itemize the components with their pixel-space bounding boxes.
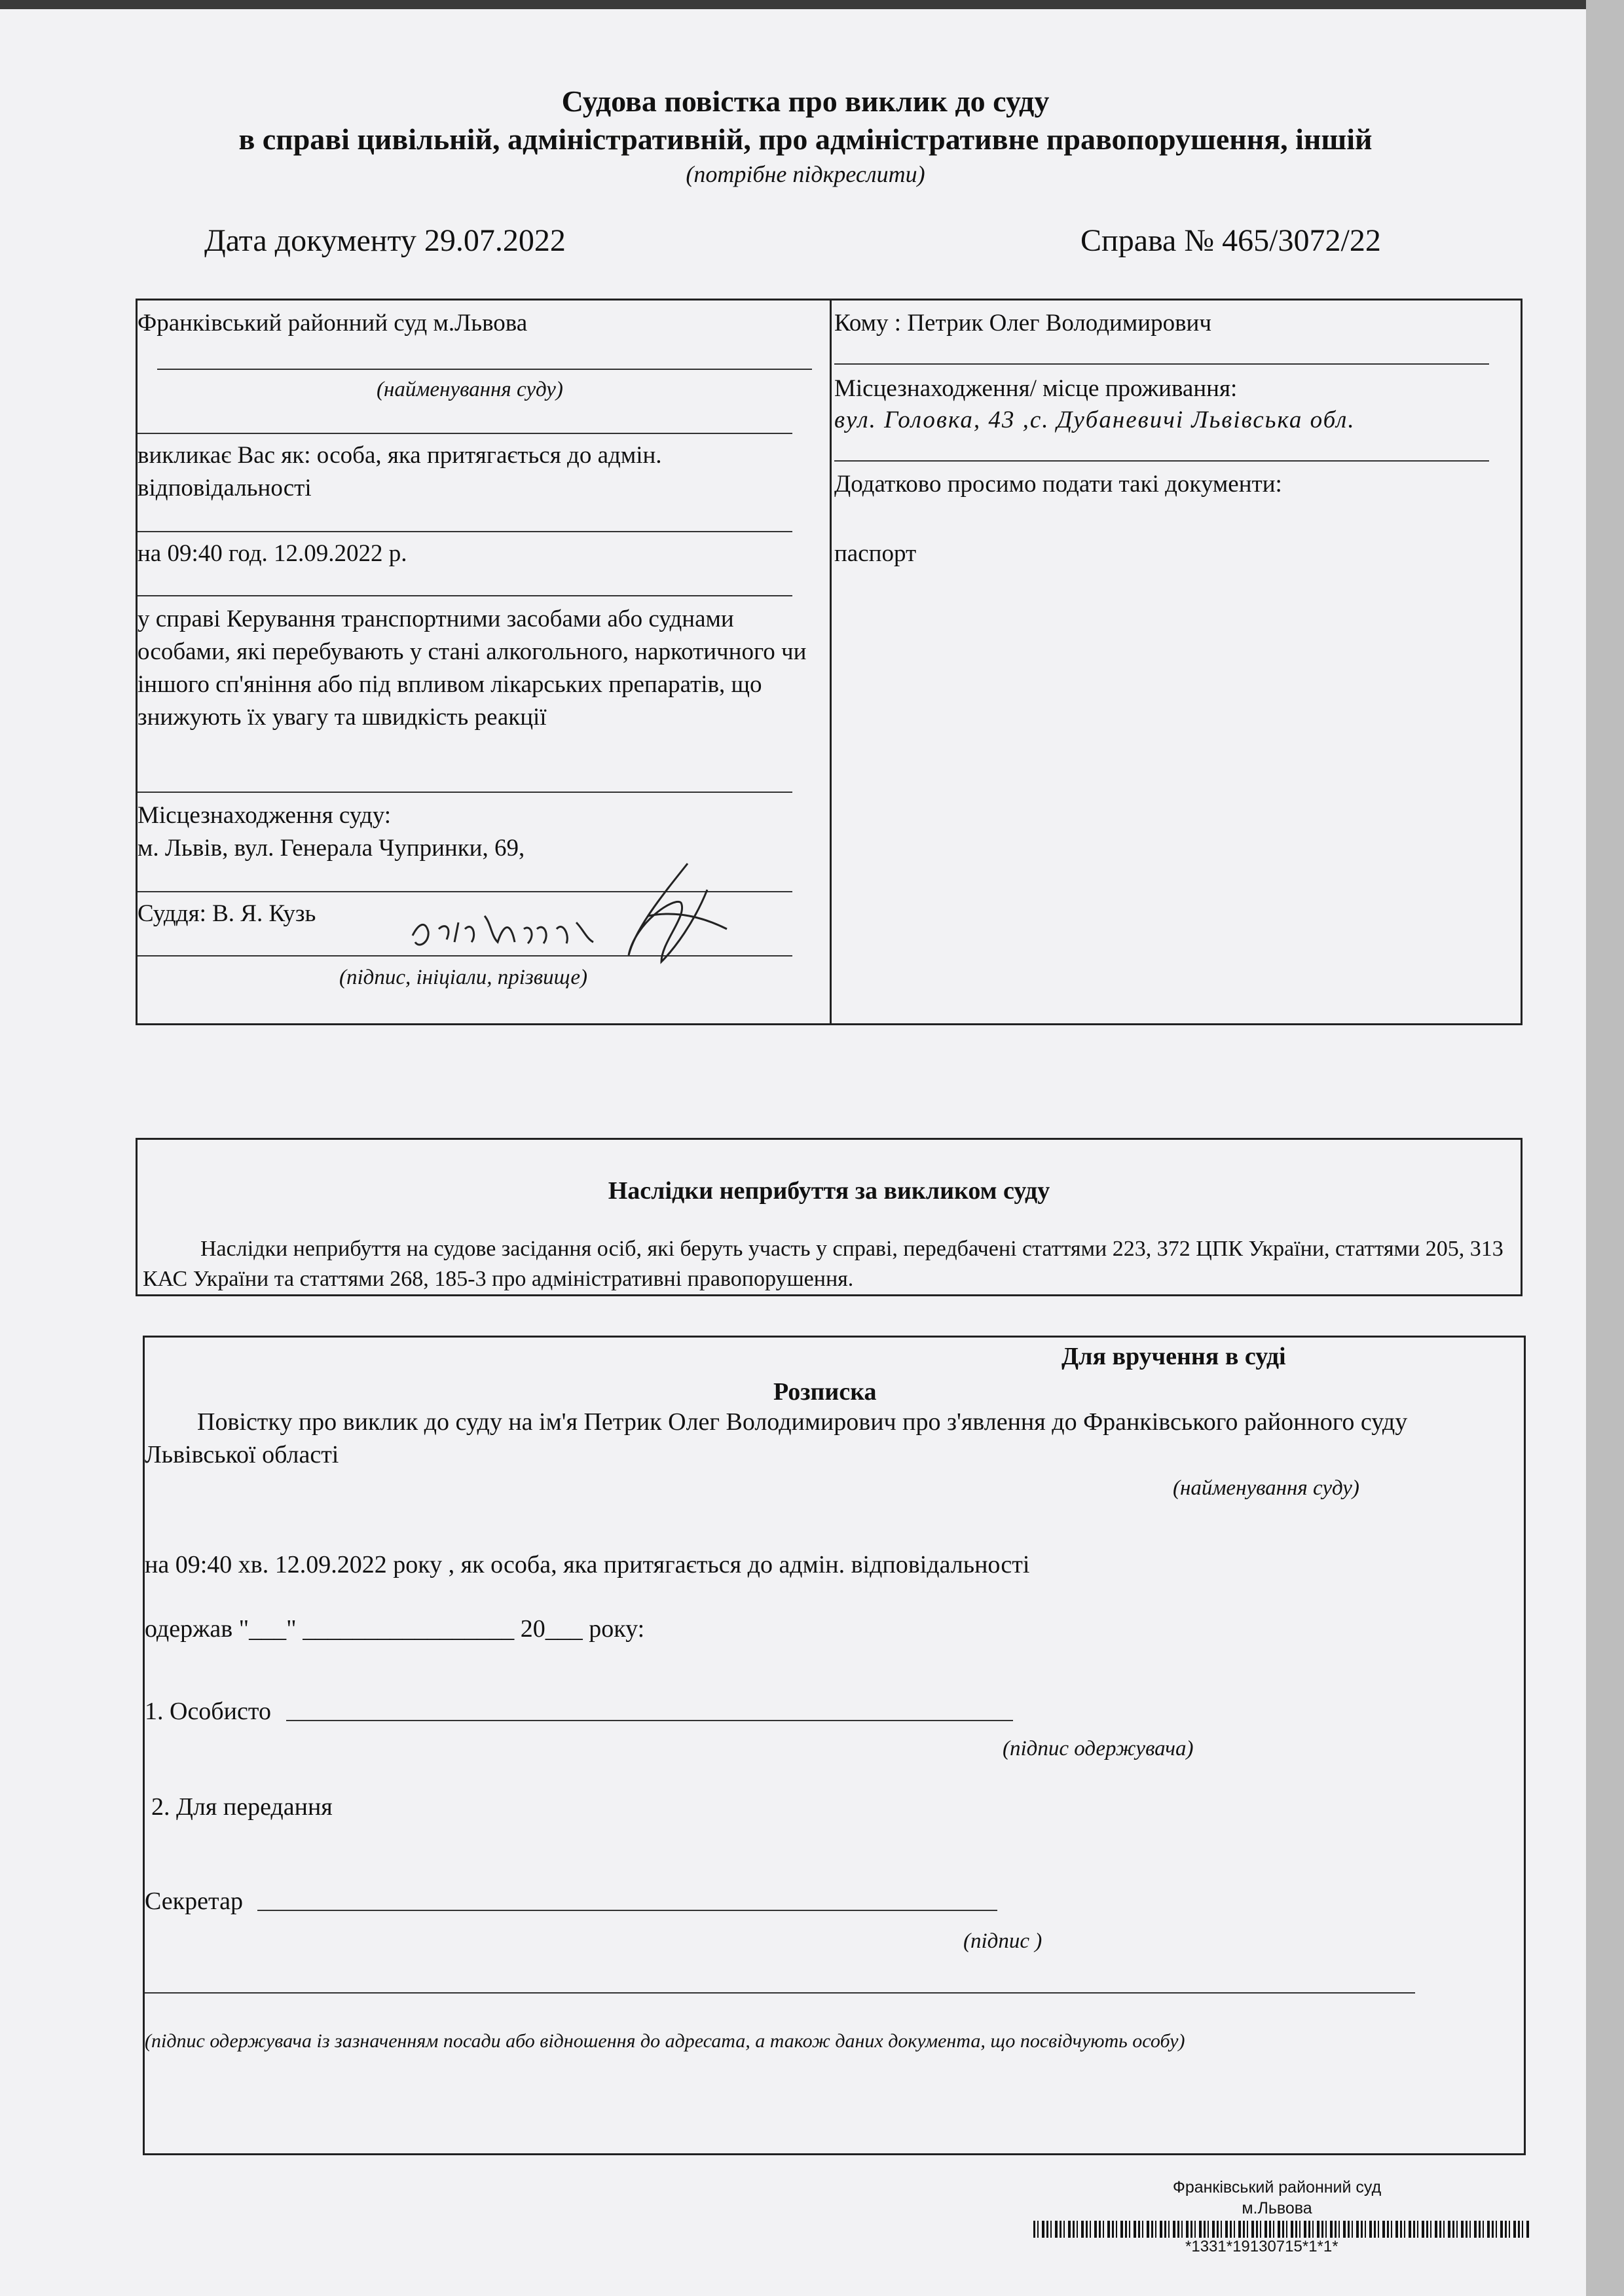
divider (145, 1992, 1415, 1994)
divider (138, 531, 792, 532)
consequences-text: Наслідки неприбуття на судове засідання осіб, які беруть участь у справі, передбачені статтями 223, 372 ЦПК України, статтями 205, 313 КАС України та статтями 268, 185-3 про адміністративні правопорушення. (143, 1237, 1504, 1291)
barcode (1033, 2221, 1531, 2238)
received-date-line: одержав "___" _________________ 20___ року: (145, 1615, 645, 1643)
personal-label: 1. Особисто (145, 1698, 271, 1725)
document-date: Дата документу 29.07.2022 (204, 223, 566, 258)
title-note: (потрібне підкреслити) (686, 161, 925, 187)
secretary-signature-line (257, 1910, 997, 1911)
receipt-box (143, 1336, 1526, 2155)
divider (157, 369, 812, 370)
divider (834, 460, 1489, 462)
secretary-label: Секретар (145, 1887, 243, 1915)
receipt-time: на 09:40 хв. 12.09.2022 року , як особа, яка притягається до адмін. відповідальності (145, 1551, 1030, 1578)
court-location-label: Місцезнаходження суду: (138, 802, 392, 829)
transfer-label: 2. Для передання (151, 1793, 333, 1821)
court-stamp (1139, 2177, 1414, 2219)
court-name: Франківський районний суд м.Львова (138, 310, 528, 337)
summons-role: викликає Вас як: особа, яка притягається до адмін. відповідальності (138, 442, 662, 501)
recipient: Кому : Петрик Олег Володимирович (834, 310, 1211, 337)
divider (834, 363, 1489, 365)
case-number: Справа № 465/3072/22 (1080, 223, 1381, 258)
receipt-title: Розписка (773, 1378, 877, 1406)
judge-signature (399, 850, 766, 1008)
hearing-time: на 09:40 год. 12.09.2022 р. (138, 540, 407, 567)
receipt-court-caption: (найменування суду) (1173, 1476, 1359, 1500)
personal-caption: (підпис одержувача) (1003, 1737, 1194, 1760)
barcode-text: *1331*19130715*1*1* (1185, 2238, 1338, 2255)
for-court-label: Для вручення в суді (1061, 1343, 1286, 1370)
stamp-line-1: Франківський районний суд (1172, 2178, 1382, 2196)
receipt-body: Повістку про виклик до суду на ім'я Петрик Олег Володимирович про з'явлення до Франківського районного суду Львівської області (145, 1408, 1408, 1468)
receipt-footnote: (підпис одержувача із зазначенням посади або відношення до адресата, а також даних документа, що посвідчують особу) (145, 2030, 1185, 2052)
consequences-title: Наслідки неприбуття за викликом суду (608, 1177, 1050, 1205)
signature-caption: (підпис, ініціали, прізвище) (339, 966, 588, 989)
court-address: м. Львів, вул. Генерала Чупринки, 69, (138, 835, 525, 862)
divider (138, 792, 792, 793)
divider (138, 433, 792, 434)
column-divider (830, 301, 832, 1023)
summons-details-box (136, 299, 1522, 1025)
consequences-box (136, 1138, 1522, 1296)
scan-border (1586, 0, 1624, 2296)
residence-value: вул. Головка, 43 ,с. Дубаневичі Львівська обл. (834, 407, 1356, 433)
document-title: Судова повістка про виклик до суду (561, 84, 1050, 118)
judge-name: Суддя: В. Я. Кузь (138, 900, 316, 927)
personal-signature-line (286, 1720, 1013, 1721)
documents-label: Додатково просимо подати такі документи: (834, 471, 1282, 498)
residence-label: Місцезнаходження/ місце проживання: (834, 375, 1238, 402)
court-caption: (найменування суду) (377, 378, 563, 401)
stamp-line-2: м.Львова (1242, 2199, 1312, 2217)
divider (138, 595, 792, 596)
secretary-caption: (підпис ) (963, 1929, 1043, 1953)
case-subject: у справі Керування транспортними засобами або суднами особами, які перебувають у стані алкогольного, наркотичного чи іншого сп'яніння або під впливом лікарських препаратів, що знижують їх увагу та швидкість реакції (138, 606, 807, 731)
document-subtitle: в справі цивільній, адміністративній, про адміністративне правопорушення, іншій (238, 122, 1373, 156)
documents-value: паспорт (834, 540, 917, 567)
